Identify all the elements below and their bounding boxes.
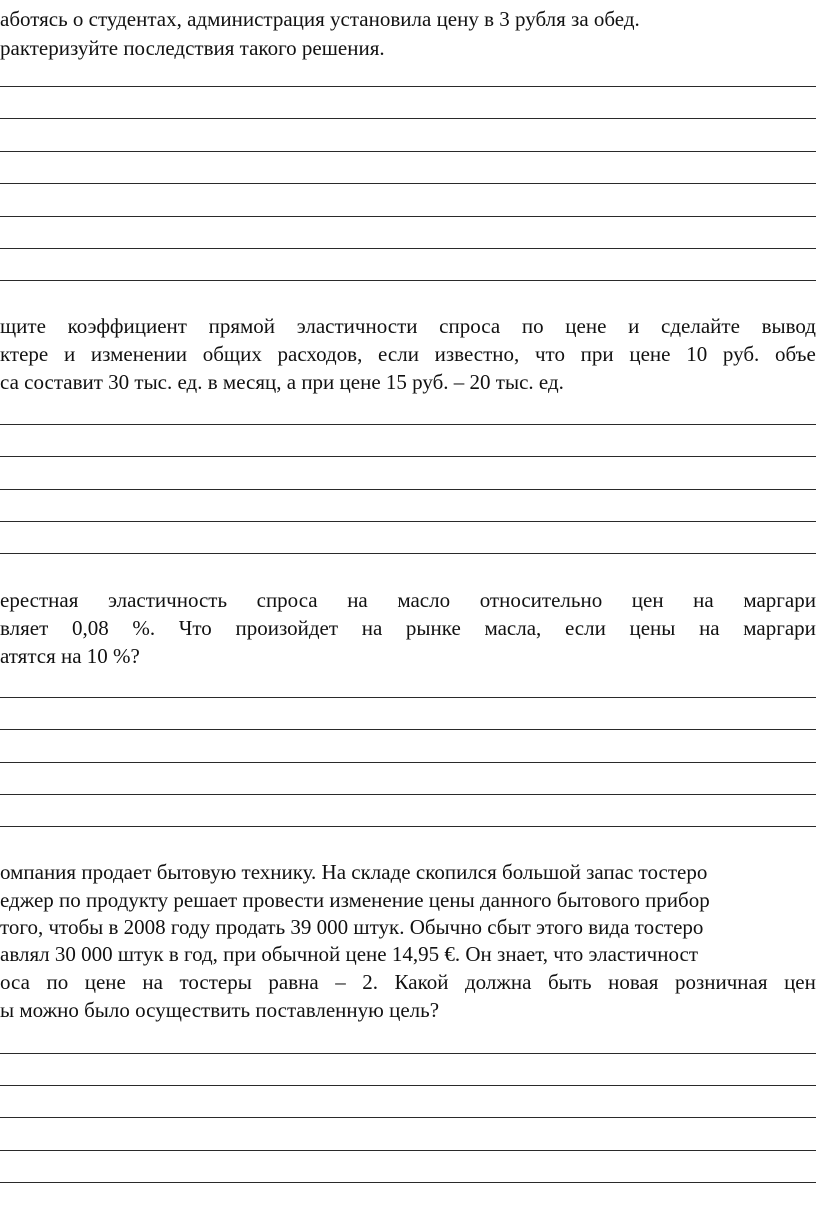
word: 2.: [362, 970, 378, 994]
word: 10: [686, 342, 708, 366]
task4-text-line-3: того, чтобы в 2008 году продать 39 000 штук. Обычно сбыт этого вида тостеро: [0, 915, 704, 939]
task1-text-line-2: рактеризуйте последствия такого решения.: [0, 36, 385, 60]
word: общих: [202, 342, 262, 366]
word: масло: [397, 588, 451, 612]
word: сделайте: [661, 314, 740, 338]
task4-text-line-2: еджер по продукту решает провести изменение цены данного бытового прибор: [0, 888, 710, 912]
word: расходов,: [277, 342, 363, 366]
word: при: [580, 342, 614, 366]
task2-text-line-3: са составит 30 тыс. ед. в месяц, а при цене 15 руб. – 20 тыс. ед.: [0, 370, 564, 394]
word: изменении: [90, 342, 188, 366]
answer-line: [0, 826, 816, 827]
answer-line: [0, 118, 816, 119]
answer-line: [0, 86, 816, 87]
task4-text-line-6: ы можно было осуществить поставленную цель?: [0, 998, 440, 1022]
word: маргари: [743, 616, 816, 640]
answer-line: [0, 521, 816, 522]
answer-line: [0, 1085, 816, 1086]
word: на: [699, 616, 720, 640]
word: щите: [0, 314, 46, 338]
word: тостеры: [179, 970, 252, 994]
answer-line: [0, 456, 816, 457]
word: маргари: [743, 588, 816, 612]
word: ерестная: [0, 588, 79, 612]
task3-text-line-1: [0, 587, 816, 613]
word: вывод: [761, 314, 816, 338]
word: относительно: [479, 588, 603, 612]
answer-line: [0, 1053, 816, 1054]
word: на: [142, 970, 163, 994]
word: Какой: [394, 970, 449, 994]
word: на: [361, 616, 383, 640]
answer-line: [0, 424, 816, 425]
word: по: [521, 314, 544, 338]
word: на: [347, 588, 368, 612]
word: спроса: [256, 588, 318, 612]
word: коэффициент: [67, 314, 187, 338]
word: цене: [565, 314, 607, 338]
word: вляет: [0, 616, 49, 640]
word: розничная: [674, 970, 768, 994]
answer-line: [0, 489, 816, 490]
word: %.: [132, 616, 156, 640]
word: Что: [178, 616, 212, 640]
word: если: [378, 342, 419, 366]
task4-text-line-5: [0, 969, 816, 995]
answer-line: [0, 697, 816, 698]
answer-line: [0, 1117, 816, 1118]
answer-line: [0, 151, 816, 152]
answer-line: [0, 1182, 816, 1183]
word: масла,: [484, 616, 542, 640]
word: должна: [464, 970, 532, 994]
word: цен: [784, 970, 816, 994]
answer-line: [0, 216, 816, 217]
word: известно,: [434, 342, 520, 366]
word: по: [46, 970, 69, 994]
answer-line: [0, 248, 816, 249]
word: эластичности: [296, 314, 418, 338]
word: –: [335, 970, 346, 994]
answer-line: [0, 553, 816, 554]
word: 0,08: [71, 616, 109, 640]
word: прямой: [208, 314, 276, 338]
word: быть: [547, 970, 592, 994]
word: цене: [84, 970, 126, 994]
word: и: [63, 342, 76, 366]
answer-line: [0, 729, 816, 730]
word: цен: [631, 588, 664, 612]
word: ктере: [0, 342, 49, 366]
word: оса: [0, 970, 30, 994]
answer-line: [0, 1150, 816, 1151]
task2-text-line-2: [0, 341, 816, 367]
word: руб.: [722, 342, 760, 366]
task4-text-line-4: авлял 30 000 штук в год, при обычной цене 14,95 €. Он знает, что эластичност: [0, 942, 698, 966]
word: цены: [629, 616, 676, 640]
word: равна: [268, 970, 319, 994]
word: рынке: [405, 616, 461, 640]
task2-text-line-1: [0, 313, 816, 339]
task3-text-line-2: [0, 615, 816, 641]
word: произойдет: [235, 616, 339, 640]
task1-text-line-1: аботясь о студентах, администрация установила цену в 3 рубля за обед.: [0, 7, 640, 31]
word: что: [535, 342, 565, 366]
word: спроса: [439, 314, 501, 338]
word: цене: [629, 342, 671, 366]
answer-line: [0, 280, 816, 281]
word: объе: [774, 342, 816, 366]
word: и: [628, 314, 640, 338]
answer-line: [0, 762, 816, 763]
answer-line: [0, 794, 816, 795]
word: если: [564, 616, 606, 640]
word: на: [693, 588, 714, 612]
word: новая: [608, 970, 659, 994]
task4-text-line-1: омпания продает бытовую технику. На складе скопился большой запас тостеро: [0, 860, 708, 884]
answer-line: [0, 183, 816, 184]
task3-text-line-3: атятся на 10 %?: [0, 644, 140, 668]
word: эластичность: [107, 588, 228, 612]
